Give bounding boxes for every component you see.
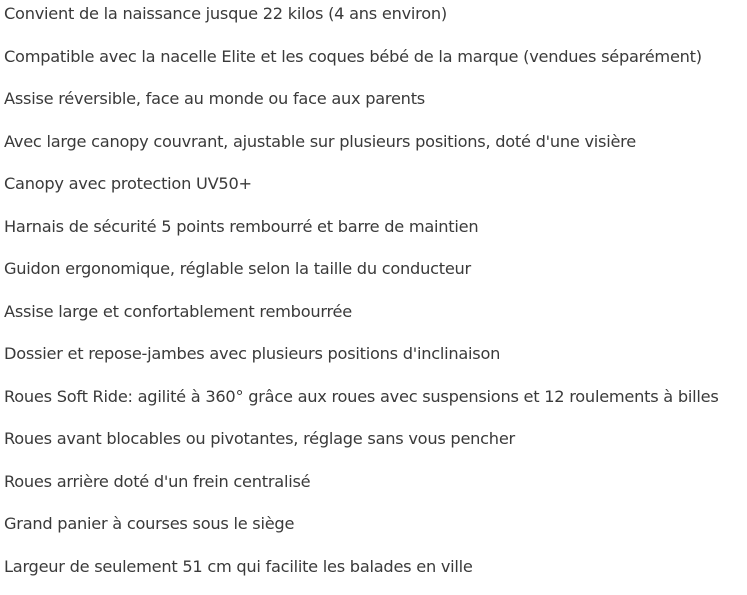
feature-item: Convient de la naissance jusque 22 kilos (4 ans environ) xyxy=(4,0,747,43)
feature-item: Guidon ergonomique, réglable selon la taille du conducteur xyxy=(4,255,747,298)
feature-item: Canopy avec protection UV50+ xyxy=(4,170,747,213)
feature-item: Avec large canopy couvrant, ajustable sur plusieurs positions, doté d'une visière xyxy=(4,128,747,171)
feature-item: Roues avant blocables ou pivotantes, réglage sans vous pencher xyxy=(4,425,747,468)
feature-item: Roues Soft Ride: agilité à 360° grâce aux roues avec suspensions et 12 roulements à billes xyxy=(4,383,747,426)
feature-item: Compatible avec la nacelle Elite et les coques bébé de la marque (vendues séparément) xyxy=(4,43,747,86)
feature-item: Largeur de seulement 51 cm qui facilite les balades en ville xyxy=(4,553,747,595)
feature-item: Roues arrière doté d'un frein centralisé xyxy=(4,468,747,511)
feature-item: Dossier et repose-jambes avec plusieurs positions d'inclinaison xyxy=(4,340,747,383)
feature-item: Assise large et confortablement rembourrée xyxy=(4,298,747,341)
feature-item: Grand panier à courses sous le siège xyxy=(4,510,747,553)
feature-list xyxy=(4,0,747,595)
feature-item: Harnais de sécurité 5 points rembourré et barre de maintien xyxy=(4,213,747,256)
feature-item: Assise réversible, face au monde ou face aux parents xyxy=(4,85,747,128)
